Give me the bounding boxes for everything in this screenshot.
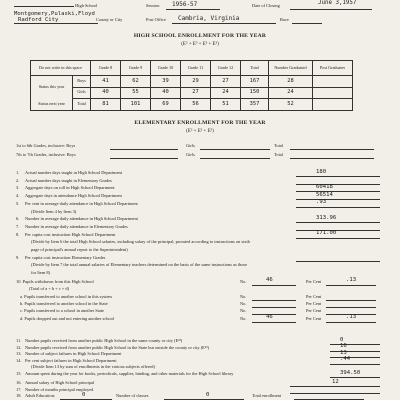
- elem-boys-line: [110, 149, 178, 150]
- table-cell: 81: [91, 99, 121, 111]
- item-row: [16, 239, 250, 244]
- elem-enrollment-formula: (E² + E³ + E³): [186, 129, 214, 134]
- withdrawn-sub-no-line: [252, 307, 296, 308]
- race-label: Race: [280, 17, 289, 22]
- item-text: Adult Education:: [25, 393, 56, 399]
- item-value: .44: [340, 356, 351, 363]
- item-answer-line: [296, 184, 380, 185]
- header-cell: Grade 11: [181, 61, 211, 76]
- item-text: Number pupils received from another public High School in the same county or city (E²³): [25, 338, 183, 343]
- item-row: [16, 193, 122, 198]
- withdrawn-sub-text: a. Pupils transferred to another school in this system: [20, 293, 112, 299]
- item-value: .93: [316, 199, 327, 206]
- item-text: Annual salary of High School principal: [25, 380, 95, 385]
- item-text: (Divide by Item 6 the total High School salaries, including salary of the principal, prorated according to instructions on sixth: [31, 239, 250, 245]
- item-answer-line: [290, 386, 380, 387]
- item-text: Actual number days taught in Elementary Grades: [25, 177, 112, 183]
- item-row: [16, 209, 76, 214]
- table-cell: 27: [181, 87, 211, 99]
- item-row: [16, 262, 247, 267]
- item-answer-line: [330, 344, 380, 345]
- table-cell: [313, 87, 353, 99]
- withdrawn-sub-pc-label: Per Cent: [306, 300, 322, 306]
- table-cell: 27: [211, 76, 241, 88]
- table-cell: 29: [181, 76, 211, 88]
- withdrawn-sub-no-label: No.: [240, 308, 247, 314]
- item-text: Number of subject failures in High School Department: [25, 351, 122, 357]
- withdrawn-sub-pc-label: Per Cent: [306, 293, 322, 299]
- closing-label: Date of Closing: [252, 3, 280, 8]
- adult-ed-value: 0: [82, 391, 86, 398]
- item-value: 180: [316, 168, 327, 175]
- item-text: Aggregate days in attendance High School Department: [25, 193, 122, 199]
- item-text: Number pupils received from another public High School in the State but outside the county or city (E²³): [25, 344, 209, 350]
- item-number: 8.: [16, 231, 20, 237]
- post-office-value: Cambria, Virginia: [178, 15, 240, 22]
- item-answer-line: [296, 199, 380, 200]
- item-row: [16, 201, 138, 206]
- withdrawn-sub-no-line: [252, 314, 296, 315]
- withdrawn-formula: (Total of a + b + c + d): [29, 286, 70, 292]
- withdrawn-sub-no-label: No.: [240, 315, 247, 321]
- header-cell: Grade 8: [91, 61, 121, 76]
- item-value: 0: [340, 336, 344, 343]
- withdrawn-sub-text: d. Pupils dropped out and not entering another school: [20, 315, 115, 321]
- table-cell: [313, 99, 353, 111]
- session-label: Session: [146, 3, 160, 8]
- withdrawn-sub-no-line: [252, 300, 296, 301]
- item-answer-line: [296, 230, 380, 231]
- item-text: (Divide Item 4 by Item 3): [31, 208, 77, 214]
- item-text: Amount spent during the year for books, periodicals, supplies, binding, and other materials for the High School library: [25, 371, 234, 376]
- classes-value: 0: [206, 391, 210, 398]
- header-cell: Total: [241, 61, 269, 76]
- item-answer-line: [330, 364, 380, 365]
- withdrawn-sub-no-label: No.: [240, 293, 247, 299]
- elem-row-label: 1st to 6th Grades, inclusive: Boys: [16, 143, 76, 148]
- item-row: [16, 216, 138, 221]
- item-number: 16.: [16, 380, 22, 385]
- item-row: [16, 270, 50, 275]
- elem-total-line: [290, 158, 374, 159]
- withdrawn-pc-label: Per Cent: [306, 279, 322, 284]
- item-text: (Divide by Item 7 the total annual salaries of Elementary teachers determined on the basis of the same instructions as those: [31, 262, 248, 268]
- item-row: [16, 345, 209, 350]
- table-row: [31, 87, 353, 99]
- elem-total-line: [290, 149, 374, 150]
- item-number: 7.: [16, 223, 20, 229]
- elem-girls-line: [200, 149, 270, 150]
- closing-value: June 3,1957: [318, 0, 357, 6]
- withdrawn-no-label: No.: [240, 279, 247, 284]
- table-cell: 69: [151, 99, 181, 111]
- item-number: 18.: [16, 393, 22, 399]
- item-text: Per cent subject failures in High School Department: [25, 357, 117, 363]
- withdrawn-sub-pc-line: [326, 322, 376, 323]
- table-cell: 56: [181, 99, 211, 111]
- header-cell: Grade 10: [151, 61, 181, 76]
- item-row: [16, 247, 128, 252]
- elem-boys-line: [110, 158, 178, 159]
- item-value: 56514: [316, 191, 333, 198]
- hs-enrollment-table: [30, 60, 353, 111]
- division-handwritten: Radford City: [18, 17, 59, 23]
- elem-enrollment-title: ELEMENTARY ENROLLMENT FOR THE YEAR: [134, 120, 266, 126]
- item-number: 1.: [16, 170, 20, 175]
- status-side-cell: Status this year: [31, 76, 73, 99]
- withdrawn-sub-pc-label: Per Cent: [306, 308, 322, 314]
- elem-girls-label: Girls: [186, 143, 195, 148]
- withdrawn-sub-no-label: No.: [240, 300, 247, 306]
- elem-total-label: Total: [274, 152, 283, 157]
- item-answer-line: [296, 176, 380, 177]
- withdrawn-pc-line: [326, 285, 376, 286]
- table-cell: 101: [121, 99, 151, 111]
- table-cell: 51: [211, 99, 241, 111]
- table-header-row: [31, 61, 353, 76]
- item-text: Per capita cost instruction Elementary Grades: [25, 254, 106, 260]
- item-value: 16: [340, 343, 347, 350]
- withdrawn-sub-no-value: 46: [266, 314, 273, 320]
- item-answer-line: [296, 261, 380, 262]
- item-answer-line: [296, 238, 380, 239]
- header-school-line: [14, 3, 97, 8]
- table-cell: 24: [269, 87, 313, 99]
- session-value: 1956-57: [172, 1, 198, 8]
- table-cell: 150: [241, 87, 269, 99]
- item-row: [16, 364, 155, 369]
- row-label: Total: [73, 99, 91, 111]
- post-office-label: Post Office: [146, 17, 166, 22]
- table-cell: 40: [151, 87, 181, 99]
- withdrawn-sub-text: b. Pupils transferred to another school in the State: [20, 300, 108, 306]
- status-next-year-cell: Status next year: [31, 99, 73, 111]
- header-cell: Number Graduated: [269, 61, 313, 76]
- item-row: [16, 380, 94, 385]
- row-label: Boys: [73, 76, 91, 88]
- item-number: 2.: [16, 177, 20, 183]
- item-row: [16, 224, 128, 229]
- school-name-field: [14, 6, 74, 7]
- item-row: [16, 393, 55, 398]
- item-row: [16, 178, 112, 183]
- item-number: 15.: [16, 371, 22, 376]
- item-number: 12.: [16, 344, 22, 350]
- item-number: 13.: [16, 351, 22, 357]
- table-row: [31, 99, 353, 111]
- item-number: 3.: [16, 185, 20, 191]
- item-row: [16, 358, 117, 363]
- withdrawn-sub-text: c. Pupils transferred to a school in another State: [20, 308, 105, 314]
- post-office-line: [172, 23, 276, 24]
- table-cell: 55: [121, 87, 151, 99]
- item-text: Per cent in average daily attendance in High School Department: [25, 200, 138, 206]
- item-row: [16, 371, 233, 376]
- county-label: County or City: [96, 17, 123, 22]
- table-cell: 357: [241, 99, 269, 111]
- table-cell: 167: [241, 76, 269, 88]
- item-answer-line: [296, 191, 380, 192]
- withdrawn-title: 10. Pupils withdrawn from this High School: [16, 279, 94, 284]
- table-cell: 52: [269, 99, 313, 111]
- item-number: 11.: [16, 338, 22, 343]
- elem-row-2: [16, 152, 76, 157]
- item-value: 60418: [316, 183, 333, 190]
- table-cell: [313, 76, 353, 88]
- header-cell: Grade 9: [121, 61, 151, 76]
- item-value: 171.00: [316, 230, 337, 237]
- elem-row-1: [16, 143, 75, 148]
- item-value: 12: [332, 378, 339, 385]
- item-row: [16, 232, 115, 237]
- item-row: [16, 351, 121, 356]
- item-text: Actual number days taught in High School Department: [25, 170, 122, 175]
- item-answer-line: [330, 351, 380, 352]
- item-number: 14.: [16, 357, 22, 363]
- hs-enrollment-title: HIGH SCHOOL ENROLLMENT FOR THE YEAR: [133, 33, 267, 39]
- item-value: 13: [340, 349, 347, 356]
- item-text: Number in average daily attendance in Elementary Grades: [25, 223, 128, 229]
- withdrawn-no-line: [252, 285, 296, 286]
- item-text: Number in average daily attendance in High School Department: [25, 216, 138, 222]
- high-school-label: High School: [75, 3, 98, 8]
- item-number: 17.: [16, 386, 22, 392]
- classes-label: Number of classes: [116, 393, 149, 399]
- table-cell: 40: [91, 87, 121, 99]
- row-label: Girls: [73, 87, 91, 99]
- table-cell: 39: [151, 76, 181, 88]
- table-corner-cell: Do not write in this space: [31, 61, 91, 76]
- elem-girls-line: [200, 158, 270, 159]
- withdrawn-pc-value: .13: [346, 277, 357, 283]
- withdrawn-sub-pc-line: [326, 307, 376, 308]
- elem-total-label: Total: [274, 143, 283, 148]
- item-answer-line: [296, 207, 380, 208]
- division-line: [14, 23, 98, 24]
- table-cell: 41: [91, 76, 121, 88]
- item-text: for Item 8): [31, 270, 51, 276]
- withdrawn-no-value: 46: [266, 277, 273, 283]
- item-value: 394.50: [340, 369, 361, 376]
- item-number: 9.: [16, 254, 20, 260]
- item-answer-line: [330, 357, 380, 358]
- session-line: [166, 9, 220, 10]
- withdrawn-sub-pc-label: Per Cent: [306, 315, 322, 321]
- elem-row-label: 7th to 7th Grades, inclusive: Boys: [16, 152, 76, 157]
- item-value: 313.96: [316, 214, 337, 221]
- header-cell: Post Graduates: [313, 61, 353, 76]
- item-number: 4.: [16, 193, 20, 199]
- table-cell: 24: [211, 87, 241, 99]
- item-row: [16, 185, 115, 190]
- item-text: page of principal's annual report to the Superintendent): [31, 247, 128, 252]
- race-line: [292, 23, 322, 24]
- table-cell: 28: [269, 76, 313, 88]
- withdrawn-sub-pc-value: .13: [346, 314, 357, 320]
- table-row: [31, 76, 353, 88]
- total-enrollment-label: Total enrollment: [252, 393, 282, 399]
- item-text: (Divide Item 13 by sum of enrollments in the various subjects offered): [31, 364, 155, 370]
- withdrawn-sub-pc-line: [326, 300, 376, 301]
- item-text: Aggregate days on roll in High School Department: [25, 185, 115, 191]
- item-row: [16, 170, 122, 175]
- item-row: [16, 338, 182, 343]
- item-text: Number of months principal employed: [25, 386, 94, 392]
- item-answer-line: [290, 393, 380, 394]
- hs-enrollment-formula: (E² + E³ + E³ + E³): [181, 42, 219, 47]
- school-handwritten: Montgomery,Pulaski,Floyd: [14, 11, 95, 17]
- header-cell: Grade 12: [211, 61, 241, 76]
- withdrawn-sub-no-line: [252, 322, 296, 323]
- item-row: [16, 255, 105, 260]
- item-answer-line: [296, 222, 380, 223]
- table-cell: 62: [121, 76, 151, 88]
- item-number: 6.: [16, 216, 20, 222]
- closing-line: [290, 9, 372, 10]
- item-number: 5.: [16, 200, 20, 206]
- item-text: Per capita cost instruction High School Department: [25, 231, 116, 237]
- elem-girls-label: Girls: [186, 152, 195, 157]
